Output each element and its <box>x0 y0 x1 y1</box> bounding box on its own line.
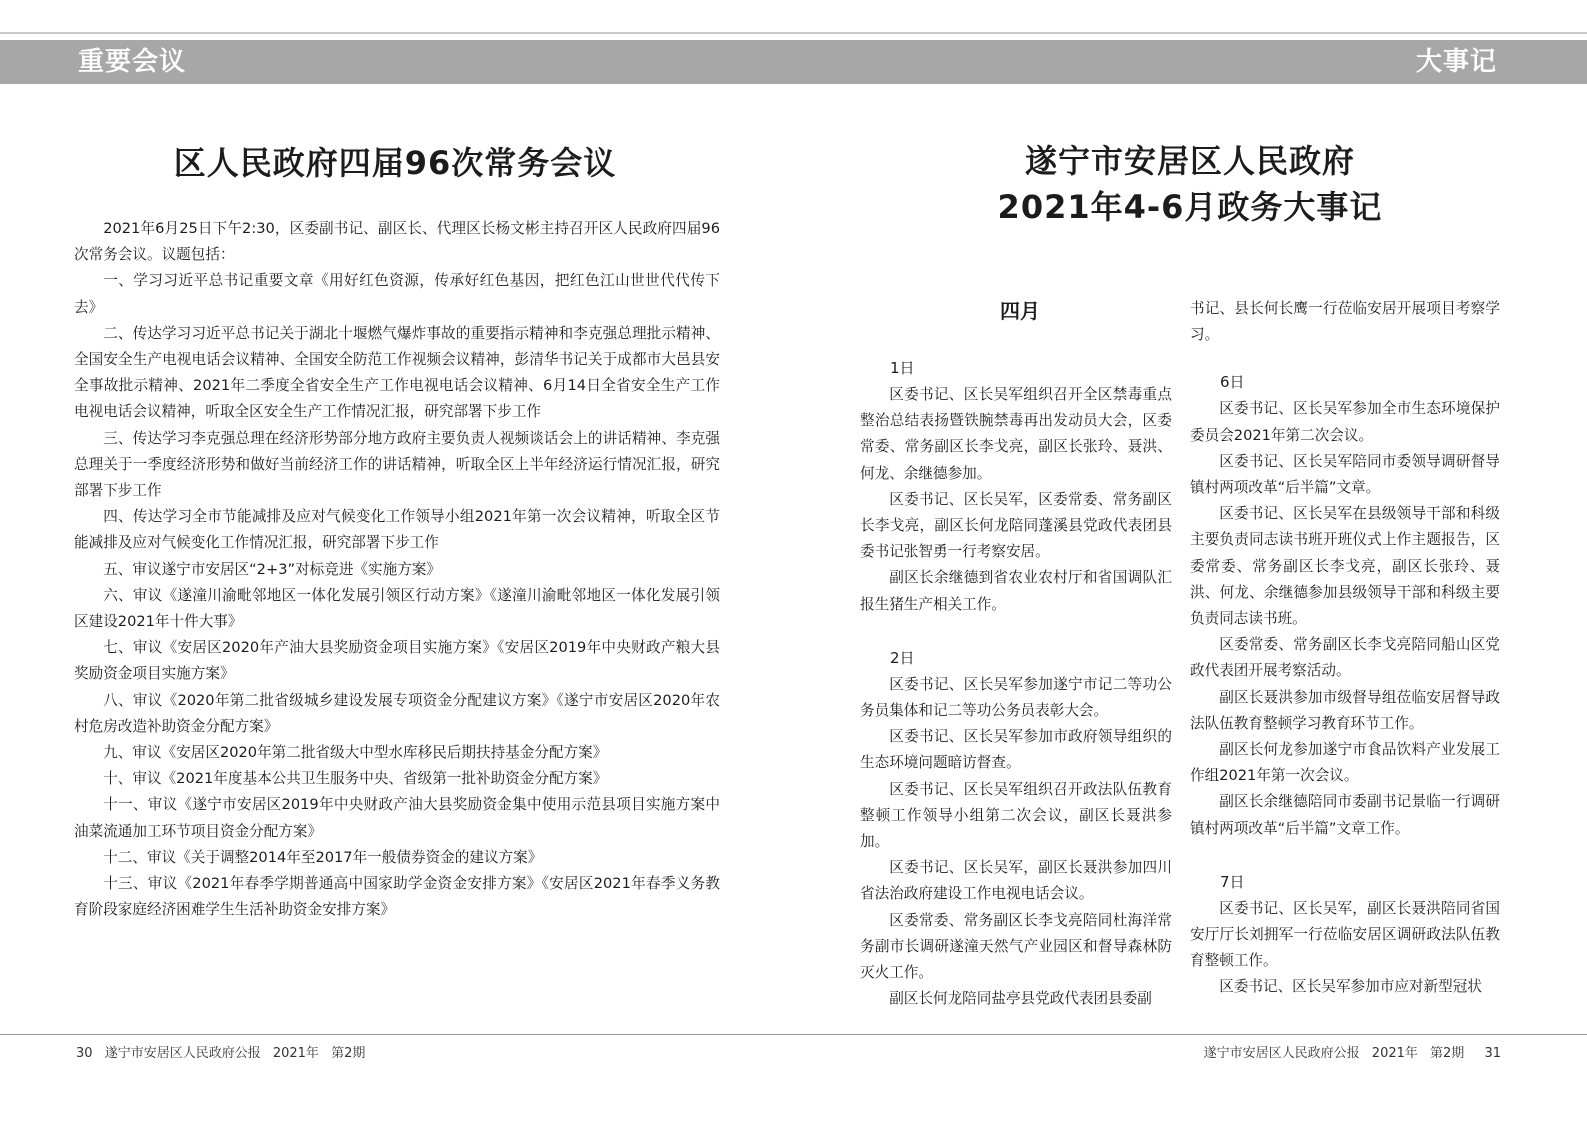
event-entry: 区委书记、区长吴军，副区长聂洪陪同省国安厅厅长刘拥军一行莅临安居区调研政法队伍教育整顿工作。 <box>1190 899 1500 970</box>
publication-year: 2021年 <box>1371 1046 1418 1061</box>
agenda-paragraph: 十三、审议《2021年春季学期普通高中国家助学金资金安排方案》《安居区2021年春季义务教育阶段家庭经济困难学生生活补助资金安排方案》 <box>74 875 720 919</box>
day-heading: 7日 <box>1220 872 1245 891</box>
event-entry: 区委常委、常务副区长李戈亮陪同船山区党政代表团开展考察活动。 <box>1190 636 1500 680</box>
event-entry: 区委书记、区长吴军参加市应对新型冠状 <box>1219 978 1482 996</box>
event-entry: 副区长何龙参加遂宁市食品饮料产业发展工作组2021年第一次会议。 <box>1190 741 1500 785</box>
agenda-paragraph: 十、审议《2021年度基本公共卫生服务中央、省级第一批补助资金分配方案》 <box>103 770 608 788</box>
event-entry: 区委书记、区长吴军，区委常委、常务副区长李戈亮，副区长何龙陪同蓬溪县党政代表团县委书记张智勇一行考察安居。 <box>860 490 1172 561</box>
day-heading: 6日 <box>1220 373 1245 392</box>
chronicle-column-1 <box>860 294 1172 1012</box>
agenda-paragraph: 七、审议《安居区2020年产油大县奖励资金项目实施方案》《安居区2019年中央财政产粮大县奖励资金项目实施方案》 <box>74 639 720 683</box>
month-heading: 四月 <box>1000 299 1040 323</box>
publication-year: 2021年 <box>272 1046 319 1061</box>
agenda-paragraph: 一、学习习近平总书记重要文章《用好红色资源，传承好红色基因，把红色江山世世代代传下去》 <box>74 272 720 316</box>
footer-left <box>76 1042 373 1061</box>
agenda-paragraph: 四、传达学习全市节能减排及应对气候变化工作领导小组2021年第一次会议精神，听取全区节能减排及应对气候变化工作情况汇报，研究部署下步工作 <box>74 508 720 552</box>
event-entry: 副区长余继德陪同市委副书记景临一行调研镇村两项改革“后半篇”文章工作。 <box>1190 793 1500 837</box>
agenda-paragraph: 八、审议《2020年第二批省级城乡建设发展专项资金分配建议方案》《遂宁市安居区2020年农村危房改造补助资金分配方案》 <box>74 691 720 735</box>
right-title-line1: 遂宁市安居区人民政府 <box>1024 142 1355 180</box>
agenda-paragraph: 2021年6月25日下午2:30，区委副书记、副区长、代理区长杨文彬主持召开区人民政府四届96次常务会议。议题包括： <box>74 220 720 264</box>
section-label-right: 大事记 <box>1415 47 1497 77</box>
event-entry: 区委常委、常务副区长李戈亮陪同杜海洋常务副市长调研遂潼天然气产业园区和督导森林防灭火工作。 <box>860 911 1172 982</box>
agenda-paragraph: 五、审议遂宁市安居区“2+3”对标竞进《实施方案》 <box>103 560 441 578</box>
page-number-left: 30 <box>76 1046 93 1061</box>
event-entry-continuation: 书记、县长何长鹰一行莅临安居开展项目考察学习。 <box>1190 300 1500 344</box>
publication-name: 遂宁市安居区人民政府公报 <box>104 1046 261 1061</box>
issue-number: 第2期 <box>1430 1046 1465 1061</box>
day-heading: 1日 <box>890 359 915 377</box>
section-header-bar <box>0 40 1587 84</box>
event-entry: 副区长聂洪参加市级督导组莅临安居督导政法队伍教育整顿学习教育环节工作。 <box>1190 688 1500 732</box>
issue-number: 第2期 <box>331 1046 366 1061</box>
event-entry: 区委书记、区长吴军参加市政府领导组织的生态环境问题暗访督查。 <box>860 728 1172 772</box>
event-entry: 副区长何龙陪同盐亭县党政代表团县委副 <box>889 990 1152 1008</box>
top-rule <box>0 32 1587 34</box>
right-title-line2: 2021年4-6月政务大事记 <box>997 188 1383 226</box>
agenda-paragraph: 九、审议《安居区2020年第二批省级大中型水库移民后期扶持基金分配方案》 <box>103 744 608 762</box>
agenda-paragraph: 六、审议《遂潼川渝毗邻地区一体化发展引领区行动方案》《遂潼川渝毗邻地区一体化发展引领区建设2021年十件大事》 <box>74 586 720 631</box>
footer-rule <box>0 1034 1587 1035</box>
meeting-agenda-body <box>74 216 720 923</box>
event-entry: 区委书记、区长吴军参加遂宁市记二等功公务员集体和记二等功公务员表彰大会。 <box>860 675 1172 720</box>
agenda-paragraph: 三、传达学习李克强总理在经济形势部分地方政府主要负责人视频谈话会上的讲话精神、李克强总理关于一季度经济形势和做好当前经济工作的讲话精神，听取全区上半年经济运行情况汇报，研究部署下步工作 <box>74 429 720 500</box>
publication-name: 遂宁市安居区人民政府公报 <box>1203 1046 1360 1061</box>
event-entry: 区委书记、区长吴军陪同市委领导调研督导镇村两项改革“后半篇”文章。 <box>1190 452 1500 497</box>
event-entry: 区委书记、区长吴军在县级领导干部和科级主要负责同志读书班开班仪式上作主题报告，区委常委、常务副区长李戈亮，副区长张玲、聂洪、何龙、余继德参加县级领导干部和科级主要负责同志读书班。 <box>1190 505 1500 628</box>
event-entry: 区委书记、区长吴军参加全市生态环境保护委员会2021年第二次会议。 <box>1190 400 1500 444</box>
right-page-title <box>870 138 1510 230</box>
event-entry: 区委书记、区长吴军组织召开全区禁毒重点整治总结表扬暨铁腕禁毒再出发动员大会，区委常委、常务副区长李戈亮，副区长张玲、聂洪、何龙、余继德参加。 <box>860 386 1172 482</box>
agenda-paragraph: 十一、审议《遂宁市安居区2019年中央财政产油大县奖励资金集中使用示范县项目实施方案中油菜流通加工环节项目资金分配方案》 <box>74 796 720 840</box>
left-page-title: 区人民政府四届96次常务会议 <box>173 144 617 182</box>
page-number-right: 31 <box>1484 1046 1501 1061</box>
agenda-paragraph: 十二、审议《关于调整2014年至2017年一般债券资金的建议方案》 <box>103 848 543 866</box>
day-heading: 2日 <box>890 648 915 667</box>
event-entry: 区委书记、区长吴军，副区长聂洪参加四川省法治政府建设工作电视电话会议。 <box>860 859 1172 903</box>
section-label-left: 重要会议 <box>78 47 187 77</box>
event-entry: 区委书记、区长吴军组织召开政法队伍教育整顿工作领导小组第二次会议，副区长聂洪参加。 <box>860 780 1172 851</box>
footer-right <box>1204 1042 1501 1061</box>
chronicle-column-2 <box>1190 296 1500 1001</box>
agenda-paragraph: 二、传达学习习近平总书记关于湖北十堰燃气爆炸事故的重要指示精神和李克强总理批示精神、全国安全生产电视电话会议精神、全国安全防范工作视频会议精神，彭清华书记关于成都市大邑县安全事故批示精神、2021年二季度全省安全生产工作电视电话会议精神、6月14日全省安全生产工作电视电话会议精神，听取全区安全生产工作情况汇报，研究部署下步工作 <box>74 324 720 421</box>
event-entry: 副区长余继德到省农业农村厅和省国调队汇报生猪生产相关工作。 <box>860 569 1172 613</box>
